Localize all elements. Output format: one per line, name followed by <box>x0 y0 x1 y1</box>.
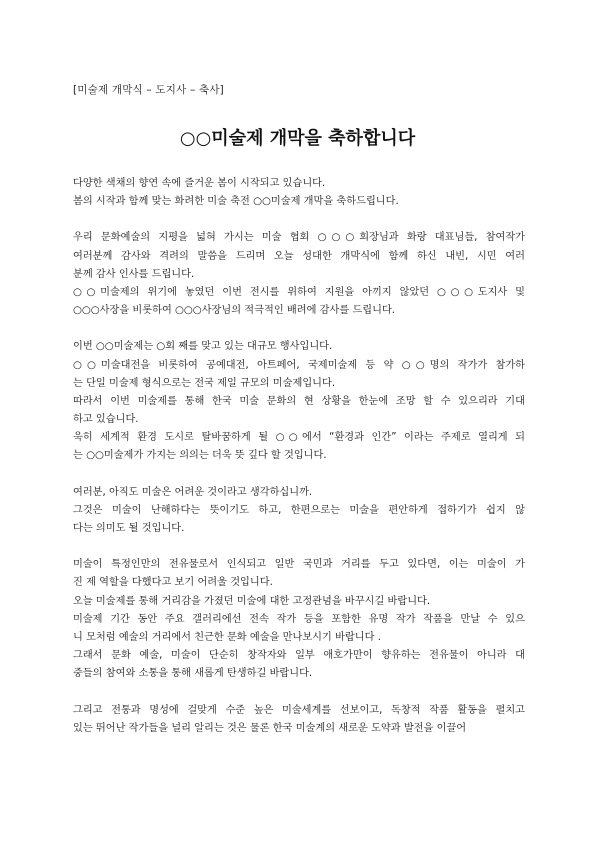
text-line: 그래서 문화 예술, 미술이 단순히 창작자와 일부 애호가만이 향유하는 전유물이 아니라 대 <box>73 650 525 662</box>
paragraph <box>73 338 525 465</box>
page-title: ○○미술제 개막을 축하합니다 <box>179 128 416 149</box>
paragraph <box>73 702 525 738</box>
text-line: 는 단일 미술제 형식으로는 전국 제일 규모의 미술제입니다. <box>73 377 336 389</box>
text-line: 그것은 미술이 난해하다는 뜻이기도 하고, 한편으로는 미술을 편안하게 접하기가 쉽지 않 <box>73 504 525 516</box>
text-line: 니 모처럼 예술의 거리에서 친근한 문화 예술을 만나보시기 바랍니다 . <box>73 631 381 643</box>
text-line: 하고 있습니다. <box>73 414 139 426</box>
text-line: 중들의 참여와 소통을 통해 새롭게 탄생하길 바랍니다. <box>73 668 313 680</box>
paragraph <box>73 484 525 539</box>
text-line: 미술이 특정인만의 전유물로서 인식되고 일반 국민과 거리를 두고 있다면, 이는 미술이 가 <box>73 559 525 571</box>
text-line: 우리 문화예술의 지평을 넓혀 가시는 미술 협회 ○○○회장님과 화랑 대표님들, 참여작가 <box>73 232 525 244</box>
text-line: 오늘 미술제를 통해 거리감을 가졌던 미술에 대한 고정관념을 바꾸시길 바랍니다. <box>73 595 431 607</box>
text-line: 봄의 시작과 함께 맞는 화려한 미술 축전 ○○미술제 개막을 축하드립니다. <box>73 196 399 208</box>
text-line: 그리고 전통과 명성에 걸맞게 수준 높은 미술세계를 선보이고, 독창적 작품 활동을 펼치고 <box>73 704 525 716</box>
paragraph <box>73 229 525 320</box>
text-line: 미술제 기간 동안 주요 갤러리에선 전속 작가 등을 포함한 유명 작가 작품을 만날 수 있으 <box>73 613 525 625</box>
text-line: 다양한 색채의 향연 속에 즐거운 봄이 시작되고 있습니다. <box>73 178 326 189</box>
text-line: 여러분, 아직도 미술은 어려운 것이라고 생각하십니까. <box>73 486 313 498</box>
category-tag: [미술제 개막식 – 도지사 – 축사] <box>73 84 224 96</box>
document-body <box>73 175 525 756</box>
text-line: 따라서 이번 미술제를 통해 한국 미술 문화의 현 상황을 한눈에 조망 할 수 있으리라 기대 <box>73 395 525 407</box>
text-line: 분께 감사 인사를 드립니다. <box>73 268 195 280</box>
text-line: ○○○사장을 비롯하여 ○○○사장님의 적극적인 배려에 감사를 드립니다. <box>73 305 396 317</box>
text-line: 다는 의미도 될 것입니다. <box>73 523 185 534</box>
text-line: ○○미술제의 위기에 놓였던 이번 전시를 위하여 지원을 아끼지 않았던 ○○○도지사 및 <box>73 286 525 298</box>
text-line: 는 ○○미술제가 가지는 의의는 더욱 뜻 깊다 할 것입니다. <box>73 450 327 462</box>
text-line: 진 제 역할을 다했다고 보기 어려울 것입니다. <box>73 577 273 589</box>
paragraph <box>73 556 525 683</box>
text-line: ○○미술대전을 비롯하여 공예대전, 아트페어, 국제미술제 등 약 ○○명의 작가가 참가하 <box>73 359 525 371</box>
text-line: 여러분께 감사와 격려의 말씀을 드리며 오늘 성대한 개막식에 함께 하신 내빈, 시민 여러 <box>73 250 525 262</box>
paragraph <box>73 175 525 211</box>
text-line: 있는 뛰어난 작가들을 널리 알리는 것은 물론 한국 미술계의 새로운 도약과 발전을 이끌어 <box>73 722 467 734</box>
text-line: 이번 ○○미술제는 ○회 째를 맞고 있는 대규모 행사입니다. <box>73 341 333 353</box>
text-line: 욱히 세계적 환경 도시로 탈바꿈하게 될 ○○에서 “환경과 인간” 이라는 주제로 열리게 되 <box>73 432 525 444</box>
